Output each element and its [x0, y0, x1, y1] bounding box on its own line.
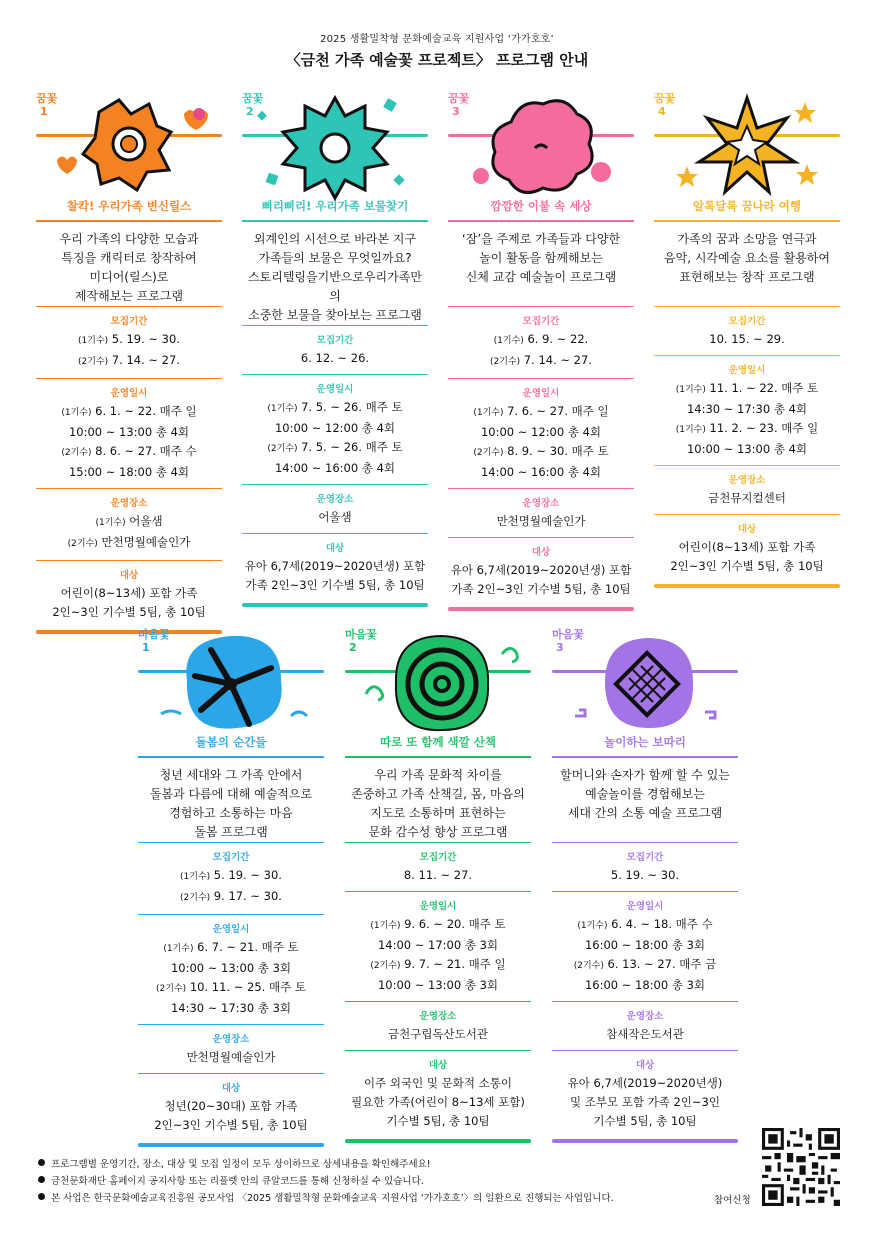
program-card [36, 92, 222, 634]
schedule-line [654, 440, 840, 459]
schedule-value: 15:00 ~ 18:00 총 4회 [68, 465, 190, 479]
description-line: 외계인의 시선으로 바라본 지구 [253, 232, 417, 246]
target-line: 2인~3인 기수별 5팀, 총 10팀 [670, 559, 824, 573]
schedule-line [36, 423, 222, 442]
description-line: 특징을 캐릭터로 창작하여 [61, 251, 197, 265]
schedule-line [345, 976, 531, 995]
place-value: 어울샘 [125, 514, 163, 528]
recruit-section [448, 306, 634, 378]
schedule-value: 14:00 ~ 16:00 총 4회 [480, 465, 602, 479]
cohort-label: (2기수) [573, 961, 604, 971]
recruit-line [448, 330, 634, 351]
recruit-section [138, 842, 324, 914]
page-title: 〈금천 가족 예술꽃 프로젝트〉 프로그램 안내 [285, 51, 589, 69]
target-line: 기수별 5팀, 총 10팀 [593, 1114, 697, 1128]
card-tag-label: 꿈꽃 [242, 92, 264, 105]
description-line: 돌봄과 다름에 대해 예술적으로 [149, 787, 313, 801]
program-card [242, 92, 428, 607]
place-section [552, 1001, 738, 1050]
card-tag-number: 2 [246, 105, 254, 118]
target-line: 이주 외국인 및 문화적 소통이 [364, 1076, 512, 1090]
target-line: 기수별 5팀, 총 10팀 [386, 1114, 490, 1128]
flower-illustration-icon [657, 92, 837, 206]
schedule-line [138, 938, 324, 959]
card-header [36, 92, 222, 202]
schedule-value: 10:00 ~ 13:00 총 4회 [68, 425, 190, 439]
recruit-line [36, 330, 222, 351]
card-header [242, 92, 428, 202]
place-label: 운영장소 [522, 498, 560, 509]
target-line: 유아 6,7세(2019~2020년생) 포함 [244, 559, 426, 573]
target-line: 가족 2인~3인 기수별 5팀, 총 10팀 [245, 578, 425, 592]
card-tag-label: 마음꽃 [552, 628, 584, 641]
card-tag [552, 628, 584, 654]
target-line: 필요한 가족(어린이 8~13세 포함) [351, 1095, 525, 1109]
program-card [345, 628, 531, 1143]
description-line: 제작해보는 프로그램 [74, 289, 184, 303]
recruit-section [345, 842, 531, 891]
program-card [552, 628, 738, 1143]
schedule-section [552, 891, 738, 1001]
schedule-value: 9. 6. ~ 20. 매주 토 [400, 917, 506, 931]
schedule-value: 14:30 ~ 17:30 총 4회 [686, 402, 808, 416]
card-bottom-rule [138, 1143, 324, 1147]
card-bottom-rule [242, 603, 428, 607]
card-description [448, 230, 634, 306]
target-line: 가족 2인~3인 기수별 5팀, 총 10팀 [451, 582, 631, 596]
cohort-label: (1기수) [473, 408, 504, 418]
schedule-section [448, 378, 634, 488]
schedule-line [345, 955, 531, 976]
schedule-label: 운영일시 [626, 901, 664, 912]
place-line [448, 512, 634, 531]
schedule-label: 운영일시 [522, 388, 560, 399]
place-section [448, 488, 634, 537]
card-tag-label: 꿈꽃 [448, 92, 470, 105]
card-divider [448, 220, 634, 222]
schedule-line [448, 463, 634, 482]
card-header [552, 628, 738, 738]
place-label: 운영장소 [419, 1011, 457, 1022]
schedule-line [36, 402, 222, 423]
bullet-icon [38, 1159, 45, 1166]
recruit-value: 9. 17. ~ 30. [210, 889, 282, 903]
card-tag [36, 92, 57, 118]
target-line: 2인~3인 기수별 5팀, 총 10팀 [154, 1118, 308, 1132]
card-subtitle: 따로 또 함께 색깔 산책 [380, 735, 496, 749]
card-divider [36, 220, 222, 222]
target-line: 유아 6,7세(2019~2020년생) [567, 1076, 723, 1090]
description-line: 지도로 소통하며 표현하는 [370, 806, 506, 820]
schedule-line [138, 999, 324, 1018]
card-subtitle: 알록달록 꿈나라 여행 [693, 199, 801, 213]
description-line: 우리 가족의 다양한 모습과 [59, 232, 199, 246]
recruit-label: 모집기간 [728, 316, 766, 327]
cohort-label: (1기수) [95, 518, 126, 528]
recruit-value: 5. 19. ~ 30. [108, 332, 180, 346]
recruit-value: 8. 11. ~ 27. [403, 868, 473, 882]
card-bottom-rule [654, 584, 840, 588]
recruit-section [654, 306, 840, 355]
recruit-label: 모집기간 [419, 852, 457, 863]
schedule-line [138, 978, 324, 999]
schedule-label: 운영일시 [316, 384, 354, 395]
flower-illustration-icon [39, 92, 219, 206]
target-line: 유아 6,7세(2019~2020년생) 포함 [450, 563, 632, 577]
recruit-section [552, 842, 738, 891]
schedule-value: 10:00 ~ 12:00 총 4회 [480, 425, 602, 439]
place-value: 만천명월예술인가 [97, 535, 191, 549]
place-line [552, 1025, 738, 1044]
schedule-value: 7. 5. ~ 26. 매주 토 [297, 440, 403, 454]
recruit-label: 모집기간 [212, 852, 250, 863]
card-description [552, 766, 738, 842]
description-line: 신체 교감 예술놀이 프로그램 [465, 270, 617, 284]
recruit-value: 10. 15. ~ 29. [709, 332, 785, 346]
cohort-label: (1기수) [675, 385, 706, 395]
target-line: 및 조부모 포함 가족 2인~3인 [570, 1095, 720, 1109]
place-label: 운영장소 [110, 498, 148, 509]
schedule-line [36, 463, 222, 482]
card-tag [448, 92, 469, 118]
description-line: 돌봄 프로그램 [194, 825, 268, 839]
schedule-line [654, 400, 840, 419]
place-section [345, 1001, 531, 1050]
card-description [242, 230, 428, 325]
recruit-label: 모집기간 [522, 316, 560, 327]
flower-illustration-icon [245, 92, 425, 206]
cohort-label: (2기수) [78, 357, 109, 367]
page-header [0, 30, 874, 70]
schedule-line [448, 423, 634, 442]
schedule-value: 8. 6. ~ 27. 매주 수 [91, 444, 197, 458]
card-tag-number: 4 [658, 105, 666, 118]
card-description [654, 230, 840, 306]
schedule-value: 14:00 ~ 16:00 총 4회 [274, 461, 396, 475]
place-line [138, 1048, 324, 1067]
description-line: 존중하고 가족 산책길, 몸, 마음의 [351, 787, 525, 801]
description-line: 놀이 활동을 함께해보는 [479, 251, 603, 265]
place-value: 금천뮤지컬센터 [708, 491, 786, 505]
schedule-value: 9. 7. ~ 21. 매주 일 [400, 957, 506, 971]
card-header [138, 628, 324, 738]
target-section [345, 1050, 531, 1137]
description-line: 소중한 보물을 찾아보는 프로그램 [248, 308, 422, 322]
recruit-value: 7. 14. ~ 27. [520, 353, 592, 367]
schedule-value: 10:00 ~ 13:00 총 3회 [170, 961, 292, 975]
card-tag-number: 3 [452, 105, 460, 118]
target-label: 대상 [325, 543, 345, 554]
schedule-line [552, 955, 738, 976]
footer-note: 본 사업은 한국문화예술교육진흥원 공모사업 〈2025 생활밀착형 문화예술교육 지원사업 ‘가가호호’〉의 일환으로 진행되는 사업입니다. [38, 1190, 614, 1207]
description-line: 미디어(릴스)로 [89, 270, 169, 284]
recruit-label: 모집기간 [110, 316, 148, 327]
description-line: 스토리텔링을기반으로우리가족만의 [248, 270, 422, 303]
target-label: 대상 [635, 1060, 655, 1071]
cohort-label: (1기수) [61, 408, 92, 418]
schedule-value: 11. 2. ~ 23. 매주 일 [705, 421, 819, 435]
card-subtitle: 찰칵! 우리가족 변신릴스 [66, 199, 192, 213]
card-divider [138, 756, 324, 758]
place-line [36, 533, 222, 554]
place-section [242, 484, 428, 533]
recruit-line [448, 351, 634, 372]
recruit-line [552, 866, 738, 885]
cohort-label: (1기수) [163, 944, 194, 954]
place-line [654, 489, 840, 508]
card-tag-label: 마음꽃 [345, 628, 377, 641]
recruit-value: 5. 19. ~ 30. [610, 868, 680, 882]
cohort-label: (2기수) [67, 539, 98, 549]
card-bottom-rule [448, 607, 634, 611]
schedule-value: 6. 1. ~ 22. 매주 일 [91, 404, 197, 418]
cohort-label: (1기수) [180, 872, 211, 882]
recruit-line [654, 330, 840, 349]
card-tag [138, 628, 170, 654]
schedule-value: 7. 5. ~ 26. 매주 토 [297, 400, 403, 414]
bullet-icon [38, 1176, 45, 1183]
schedule-line [654, 419, 840, 440]
place-line [242, 508, 428, 527]
recruit-section [242, 325, 428, 374]
recruit-line [242, 349, 428, 368]
schedule-line [242, 398, 428, 419]
schedule-value: 8. 9. ~ 30. 매주 토 [503, 444, 609, 458]
schedule-value: 11. 1. ~ 22. 매주 토 [705, 381, 819, 395]
recruit-label: 모집기간 [626, 852, 664, 863]
description-line: 청년 세대와 그 가족 안에서 [159, 768, 303, 782]
target-section [448, 537, 634, 605]
schedule-line [448, 442, 634, 463]
schedule-line [36, 442, 222, 463]
description-line: 표현해보는 창작 프로그램 [679, 270, 815, 284]
description-line: 가족들의 보물은 무엇일까요? [258, 251, 412, 265]
card-header [345, 628, 531, 738]
place-value: 금천구립독산도서관 [388, 1027, 488, 1041]
cohort-label: (2기수) [370, 961, 401, 971]
recruit-value: 5. 19. ~ 30. [210, 868, 282, 882]
program-card [138, 628, 324, 1147]
schedule-label: 운영일시 [419, 901, 457, 912]
place-line [345, 1025, 531, 1044]
schedule-line [345, 936, 531, 955]
card-tag-label: 꿈꽃 [36, 92, 58, 105]
footer-notes [38, 1156, 614, 1207]
target-section [552, 1050, 738, 1137]
program-card [448, 92, 634, 611]
card-tag-label: 꿈꽃 [654, 92, 676, 105]
cohort-label: (2기수) [180, 893, 211, 903]
qr-label: 참여신청 [714, 1195, 751, 1206]
schedule-label: 운영일시 [212, 924, 250, 935]
target-label: 대상 [221, 1083, 241, 1094]
schedule-value: 6. 7. ~ 21. 매주 토 [193, 940, 299, 954]
schedule-value: 10. 11. ~ 25. 매주 토 [186, 980, 306, 994]
place-label: 운영장소 [212, 1034, 250, 1045]
card-tag [345, 628, 377, 654]
footer-note: 금천문화재단 홈페이지 공지사항 또는 리플렛 안의 큐알코드를 통해 신청하실 수 있습니다. [38, 1173, 614, 1190]
card-divider [345, 756, 531, 758]
card-description [138, 766, 324, 842]
target-line: 어린이(8~13세) 포함 가족 [60, 586, 198, 600]
card-divider [242, 220, 428, 222]
card-subtitle: 놀이하는 보따리 [604, 735, 686, 749]
target-label: 대상 [428, 1060, 448, 1071]
cohort-label: (1기수) [493, 336, 524, 346]
card-divider [654, 220, 840, 222]
card-header [448, 92, 634, 202]
place-label: 운영장소 [626, 1011, 664, 1022]
recruit-line [345, 866, 531, 885]
place-value: 참새작은도서관 [606, 1027, 684, 1041]
target-line: 2인~3인 기수별 5팀, 총 10팀 [52, 605, 206, 619]
description-line: 할머니와 손자가 함께 할 수 있는 [560, 768, 730, 782]
cohort-label: (1기수) [675, 425, 706, 435]
place-section [36, 488, 222, 560]
schedule-section [138, 914, 324, 1024]
description-line: 예술놀이를 경험해보는 [585, 787, 705, 801]
description-line: 가족의 꿈과 소망을 연극과 [677, 232, 817, 246]
target-section [36, 560, 222, 628]
header-subtitle: 2025 생활밀착형 문화예술교육 지원사업 ‘가가호호’ [320, 34, 554, 45]
schedule-line [552, 936, 738, 955]
card-tag-label: 마음꽃 [138, 628, 170, 641]
cohort-label: (2기수) [267, 444, 298, 454]
place-section [654, 465, 840, 514]
schedule-line [552, 915, 738, 936]
place-label: 운영장소 [728, 475, 766, 486]
place-line [36, 512, 222, 533]
target-section [138, 1073, 324, 1141]
cohort-label: (2기수) [156, 984, 187, 994]
recruit-value: 7. 14. ~ 27. [108, 353, 180, 367]
footer-note: 프로그램별 운영기간, 장소, 대상 및 모집 일정이 모두 상이하므로 상세내용을 확인해주세요! [38, 1156, 614, 1173]
cohort-label: (2기수) [473, 448, 504, 458]
schedule-section [36, 378, 222, 488]
schedule-value: 14:30 ~ 17:30 총 3회 [170, 1001, 292, 1015]
description-line: 음악, 시각예술 요소를 활용하여 [664, 251, 830, 265]
description-line: 경험하고 소통하는 마음 [169, 806, 293, 820]
description-line: 문화 감수성 향상 프로그램 [368, 825, 508, 839]
place-value: 어울샘 [318, 510, 352, 524]
card-tag-number: 1 [40, 105, 48, 118]
schedule-value: 16:00 ~ 18:00 총 3회 [584, 938, 706, 952]
schedule-value: 6. 13. ~ 27. 매주 금 [603, 957, 717, 971]
description-line: 우리 가족 문화적 차이를 [374, 768, 502, 782]
program-card [654, 92, 840, 588]
cohort-label: (1기수) [78, 336, 109, 346]
place-section [138, 1024, 324, 1073]
recruit-value: 6. 12. ~ 26. [300, 351, 370, 365]
cohort-label: (1기수) [267, 404, 298, 414]
schedule-line [242, 419, 428, 438]
card-description [36, 230, 222, 306]
schedule-line [552, 976, 738, 995]
cohort-label: (2기수) [61, 448, 92, 458]
schedule-label: 운영일시 [728, 365, 766, 376]
cohort-label: (1기수) [370, 921, 401, 931]
schedule-value: 6. 4. ~ 18. 매주 수 [607, 917, 713, 931]
schedule-value: 10:00 ~ 12:00 총 4회 [274, 421, 396, 435]
card-divider [552, 756, 738, 758]
schedule-value: 14:00 ~ 17:00 총 3회 [377, 938, 499, 952]
cohort-label: (2기수) [490, 357, 521, 367]
card-subtitle: 돌봄의 순간들 [195, 735, 267, 749]
recruit-line [138, 866, 324, 887]
recruit-value: 6. 9. ~ 22. [523, 332, 589, 346]
schedule-section [345, 891, 531, 1001]
target-section [242, 533, 428, 601]
card-tag-number: 2 [349, 641, 357, 654]
schedule-section [242, 374, 428, 484]
schedule-line [242, 438, 428, 459]
target-label: 대상 [119, 570, 139, 581]
description-line: 세대 간의 소통 예술 프로그램 [567, 806, 723, 820]
schedule-line [654, 379, 840, 400]
card-tag-number: 3 [556, 641, 564, 654]
card-tag [654, 92, 675, 118]
card-bottom-rule [345, 1139, 531, 1143]
schedule-value: 10:00 ~ 13:00 총 3회 [377, 978, 499, 992]
description-line: ‘잠’을 주제로 가족들과 다양한 [461, 232, 621, 246]
card-header [654, 92, 840, 202]
flower-illustration-icon [451, 92, 631, 206]
card-bottom-rule [552, 1139, 738, 1143]
qr-code-icon[interactable] [762, 1128, 840, 1206]
card-tag-number: 1 [142, 641, 150, 654]
schedule-line [345, 915, 531, 936]
card-subtitle: 삐리삐리! 우리가족 보물찾기 [261, 199, 409, 213]
recruit-line [138, 887, 324, 908]
card-subtitle: 깜깜한 이불 속 세상 [490, 199, 592, 213]
target-label: 대상 [737, 524, 757, 535]
recruit-line [36, 351, 222, 372]
recruit-section [36, 306, 222, 378]
target-section [654, 514, 840, 582]
place-value: 만천명월예술인가 [496, 514, 586, 528]
schedule-label: 운영일시 [110, 388, 148, 399]
card-tag [242, 92, 263, 118]
schedule-value: 16:00 ~ 18:00 총 3회 [584, 978, 706, 992]
bullet-icon [38, 1193, 45, 1200]
place-label: 운영장소 [316, 494, 354, 505]
card-description [345, 766, 531, 842]
schedule-line [448, 402, 634, 423]
schedule-value: 7. 6. ~ 27. 매주 일 [503, 404, 609, 418]
schedule-section [654, 355, 840, 465]
schedule-line [242, 459, 428, 478]
target-label: 대상 [531, 547, 551, 558]
target-line: 청년(20~30대) 포함 가족 [164, 1099, 298, 1113]
cohort-label: (1기수) [577, 921, 608, 931]
schedule-line [138, 959, 324, 978]
place-value: 만천명월예술인가 [186, 1050, 276, 1064]
schedule-value: 10:00 ~ 13:00 총 4회 [686, 442, 808, 456]
target-line: 어린이(8~13세) 포함 가족 [678, 540, 816, 554]
recruit-label: 모집기간 [316, 335, 354, 346]
